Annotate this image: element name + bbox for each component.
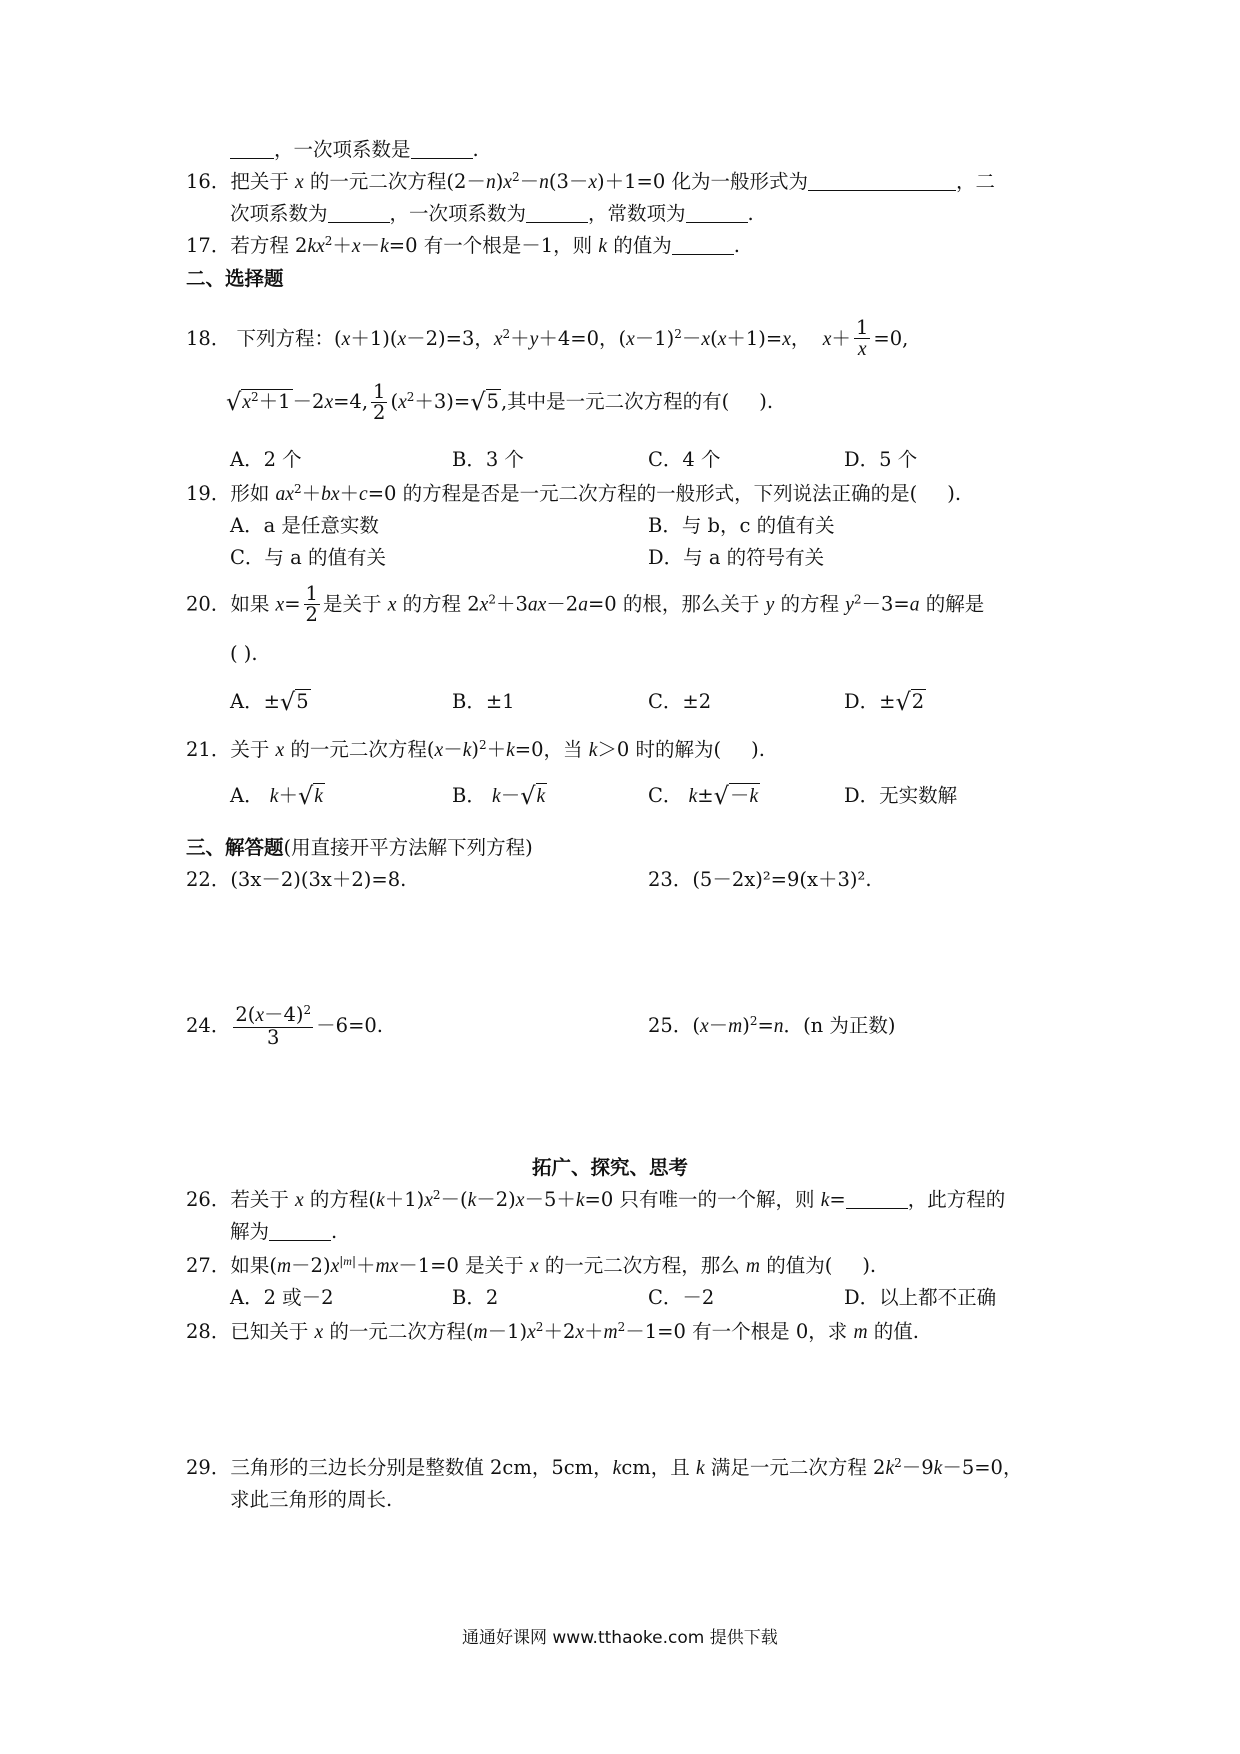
question-19: 19．形如 $ax^2+bx+c=0$ 的方程是否是一元二次方程的一般形式，下列说法正确的是( ). xyxy=(186,482,962,505)
question-20-option-a[interactable]: A．±√5 xyxy=(230,688,309,716)
page-footer: 通通好课网 www.tthaoke.com 提供下载 xyxy=(462,1628,778,1648)
question-23: 23．(5－2x)²=9(x＋3)². xyxy=(648,868,872,891)
question-20-option-d[interactable]: D．±√2 xyxy=(844,688,925,716)
question-19-option-a[interactable]: A．a 是任意实数 xyxy=(230,514,379,537)
question-18-line2: $√x^2+1 -2x=4$, $\frac{1}{2}$ $(x^2+3)=√5$ ,其中是一元二次方程的有( ). xyxy=(226,379,774,424)
question-29-line2: 求此三角形的周长. xyxy=(230,1488,393,1511)
question-16-line1: 16．把关于 x 的一元二次方程$(2-n)x^2-n(3-x)+1=0$ 化为一般形式为 ，二 xyxy=(186,170,996,193)
question-25: 25．$(x-m)^2=n$．(n 为正数) xyxy=(648,1014,896,1037)
question-27: 27．如果$(m-2)x^{|m|}+mx-1=0$ 是关于 x 的一元二次方程，那么 m 的值为( ). xyxy=(186,1254,877,1277)
sqrt-expression: $√x^2+1$ xyxy=(226,388,291,416)
section-heading-solve: 三、解答题(用直接开平方法解下列方程) xyxy=(186,836,533,859)
question-29-line1: 29．三角形的三边长分别是整数值 2cm，5cm，kcm，且 k 满足一元二次方程 $2k^2-9k-5=0$， xyxy=(186,1456,1023,1479)
question-20-line2: ( ). xyxy=(230,642,258,665)
question-28: 28．已知关于 x 的一元二次方程$(m-1)x^2+2x+m^2-1=0$ 有一个根是 0，求 m 的值. xyxy=(186,1320,919,1343)
question-18-option-c[interactable]: C．4 个 xyxy=(648,448,721,471)
question-18-line1: 18． 下列方程：(x＋1)(x－2)=3，$x^2+y+4=0$，$(x-1)^2-x(x+1)=x$， x＋ $\frac{1}{x}$ =0, xyxy=(186,316,909,361)
extension-section-title: 拓广、探究、思考 xyxy=(532,1156,689,1179)
question-18-option-b[interactable]: B．3 个 xyxy=(452,448,524,471)
question-21: 21．关于 x 的一元二次方程$(x-k)^2+k=0$，当 k＞0 时的解为( ). xyxy=(186,738,765,761)
question-21-option-b[interactable]: B． k－√k xyxy=(452,782,546,810)
question-16-line2: 次项系数为 ，一次项系数为 ，常数项为 . xyxy=(230,202,754,225)
question-15-tail: ，一次项系数是 . xyxy=(230,136,479,164)
section-heading-choice: 二、选择题 xyxy=(186,267,284,290)
question-27-option-a[interactable]: A．2 或－2 xyxy=(230,1286,334,1309)
question-18-option-a[interactable]: A．2 个 xyxy=(230,448,302,471)
question-27-option-c[interactable]: C．－2 xyxy=(648,1286,715,1309)
question-20-option-b[interactable]: B．±1 xyxy=(452,690,515,713)
question-20-option-c[interactable]: C．±2 xyxy=(648,690,712,713)
question-19-option-d[interactable]: D．与 a 的符号有关 xyxy=(648,546,825,569)
question-26-line1: 26．若关于 x 的方程$(k+1)x^2-(k-2)x-5+k=0$ 只有唯一的一个解，则 k= ，此方程的 xyxy=(186,1188,1006,1211)
question-22: 22．(3x－2)(3x＋2)=8. xyxy=(186,868,407,891)
question-18-option-d[interactable]: D．5 个 xyxy=(844,448,918,471)
question-21-option-c[interactable]: C． k±√－k xyxy=(648,782,759,810)
question-27-option-d[interactable]: D．以上都不正确 xyxy=(844,1286,997,1309)
question-21-option-a[interactable]: A． k＋√k xyxy=(230,782,323,810)
question-26-line2: 解为 . xyxy=(230,1220,338,1243)
question-19-option-b[interactable]: B．与 b，c 的值有关 xyxy=(648,514,835,537)
question-19-option-c[interactable]: C．与 a 的值有关 xyxy=(230,546,386,569)
question-20-line1: 20．如果 x= $\frac{1}{2}$ 是关于 x 的方程 $2x^2+3ax-2a=0$ 的根，那么关于 y 的方程 $y^2-3=a$ 的解是 xyxy=(186,582,985,627)
question-24: 24． $\frac{2(x-4)^2}{3}$ －6=0. xyxy=(186,1003,384,1049)
fraction-one-over-x: $\frac{1}{x}$ xyxy=(855,316,869,361)
question-21-option-d[interactable]: D．无实数解 xyxy=(844,784,958,807)
question-17: 17．若方程 $2kx^2+x-k=0$ 有一个根是－1，则 k 的值为 . xyxy=(186,234,740,257)
question-27-option-b[interactable]: B．2 xyxy=(452,1286,499,1309)
